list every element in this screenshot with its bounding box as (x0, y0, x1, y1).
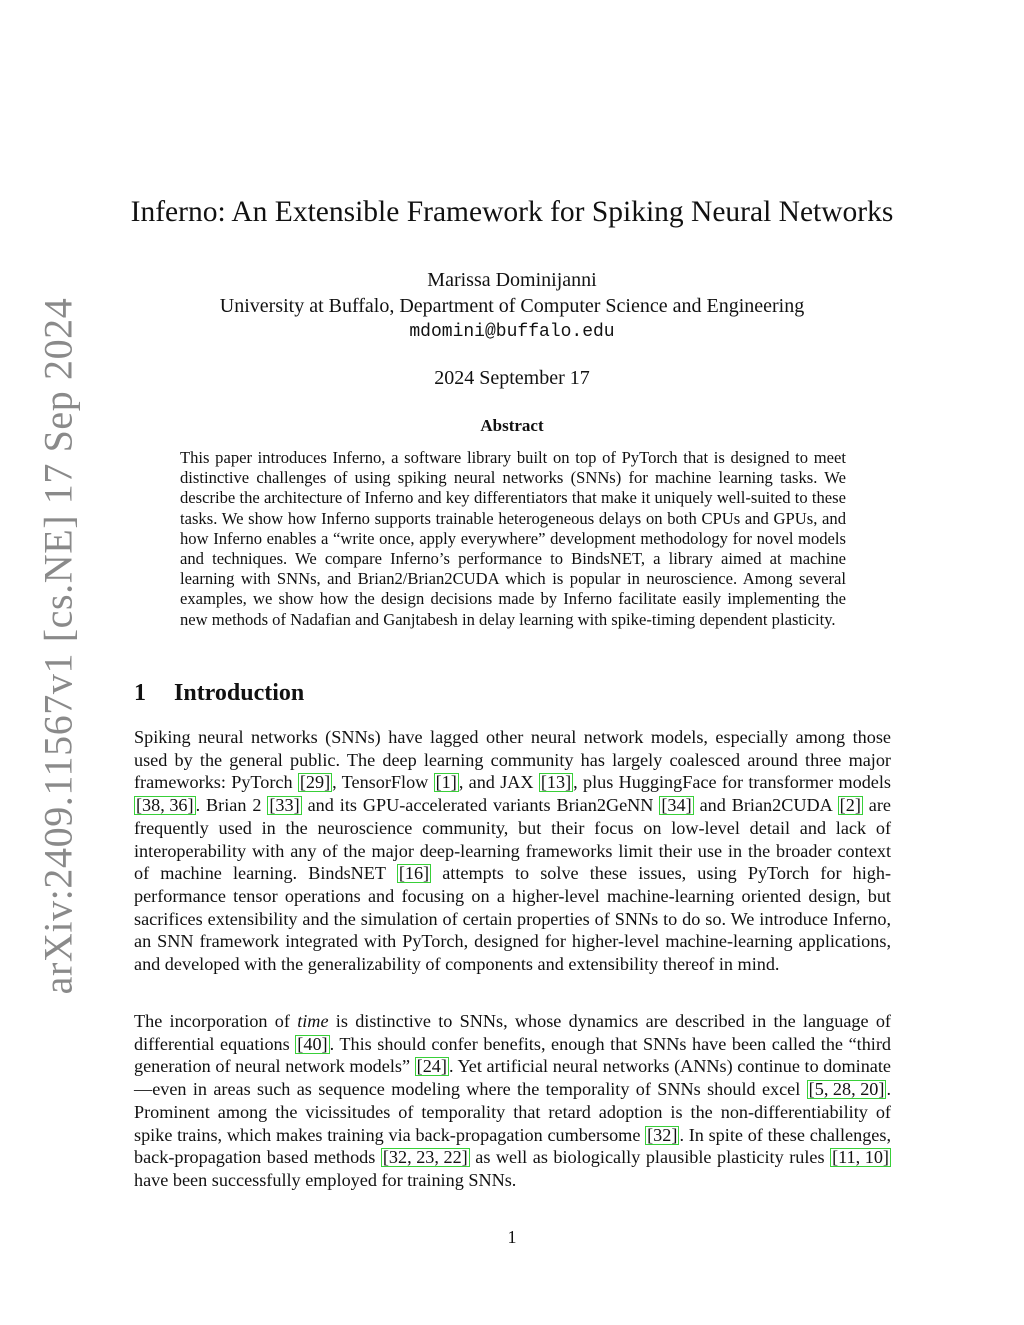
citation-link[interactable]: [34] (661, 795, 692, 816)
author-name: Marissa Dominijanni (427, 269, 597, 291)
abstract-text: This paper introduces Inferno, a software library built on top of PyTorch that is designed to meet distinctive challenges of using spiking neural networks (SNNs) for machine learning tasks. We describe the architecture of Inferno and key differentiators that make it uniquely well-suited to these tasks. We show how Inferno supports trainable heterogeneous delays on both CPUs and GPUs, and how Inferno enables a “write once, apply everywhere” development methodology for novel models and techniques. We compare Inferno’s performance to BindsNET, a library aimed at machine learning with SNNs, and Brian2/Brian2CUDA which is popular in neuroscience. Among several examples, we show how the design decisions made by Inferno facilitate easily implementing the new methods of Nadafian and Ganjtabesh in delay learning with spike-timing dependent plasticity. (180, 448, 846, 629)
paper-date: 2024 September 17 (434, 367, 590, 389)
intro-paragraph-2: The incorporation of time is distinctive to SNNs, whose dynamics are described in the language of differential equations [40] . This should confer benefits, enough that SNNs have been called the “third generation of neural network models” [24] . Yet artificial neural networks (ANNs) continue to dominate—even in areas such as sequence modeling where the temporality of SNNs should excel [5, 28, 20] . Prominent among the vicissitudes of temporality that retard adoption is the non-differentiability of spike trains, which makes training via back-propagation cumbersome [32] . In spite of these challenges, back-propagation based methods [32, 23, 22] as well as biologically plausible plasticity rules [11, 10] have been successfully employed for training SNNs. (134, 1011, 891, 1190)
section-number: 1 (134, 680, 146, 706)
section-title: Introduction (174, 680, 305, 706)
citation-link[interactable]: [1] (435, 772, 457, 793)
citation-link[interactable]: [11, 10] (832, 1147, 889, 1168)
citation-link[interactable]: [40] (297, 1033, 328, 1054)
citation-link[interactable]: [2] (839, 795, 861, 816)
citation-link[interactable]: [33] (269, 795, 300, 816)
page-number: 1 (507, 1227, 517, 1247)
citation-link[interactable]: [24] (416, 1056, 447, 1077)
citation-link[interactable]: [5, 28, 20] (808, 1079, 885, 1100)
citation-link[interactable]: [32] (647, 1124, 678, 1145)
emphasis-time: time (297, 1011, 329, 1031)
citation-link[interactable]: [29] (299, 772, 331, 793)
citation-link[interactable]: [16] (398, 863, 430, 884)
section-heading (134, 680, 304, 707)
author-block (0, 267, 1024, 345)
arxiv-identifier-text: arXiv:2409.11567v1 [cs.NE] 17 Sep 2024 (35, 297, 81, 995)
author-affiliation: University at Buffalo, Department of Computer Science and Engineering (219, 295, 805, 317)
author-email[interactable]: mdomini@buffalo.edu (409, 322, 615, 342)
paper-title: Inferno: An Extensible Framework for Spiking Neural Networks (130, 196, 894, 228)
intro-paragraph-1: Spiking neural networks (SNNs) have lagged other neural network models, especially among those used by the general public. The deep learning community has largely coalesced around three major frameworks: PyTorch [29] , TensorFlow [1] , and JAX [13] , plus HuggingFace for transformer models [38, 36] . Brian 2 [33] and its GPU-accelerated variants Brian2GeNN [34] and Brian2CUDA [2] are frequently used in the neuroscience community, but their focus on low-level detail and lack of interoperability with any of the major deep-learning frameworks limit their use in the broader context of machine learning. BindsNET [16] attempts to solve these issues, using PyTorch for high-performance tensor operations and focusing on a higher-level machine-learning oriented design, but sacrifices extensibility and the simulation of certain properties of SNNs to do so. We introduce Inferno, an SNN framework integrated with PyTorch, designed for higher-level machine-learning applications, and developed with the generalizability of components and extensibility thereof in mind. (134, 727, 892, 975)
citation-link[interactable]: [13] (540, 772, 572, 793)
citation-link[interactable]: [38, 36] (136, 795, 194, 816)
citation-link[interactable]: [32, 23, 22] (382, 1147, 468, 1168)
abstract-heading: Abstract (480, 416, 544, 435)
